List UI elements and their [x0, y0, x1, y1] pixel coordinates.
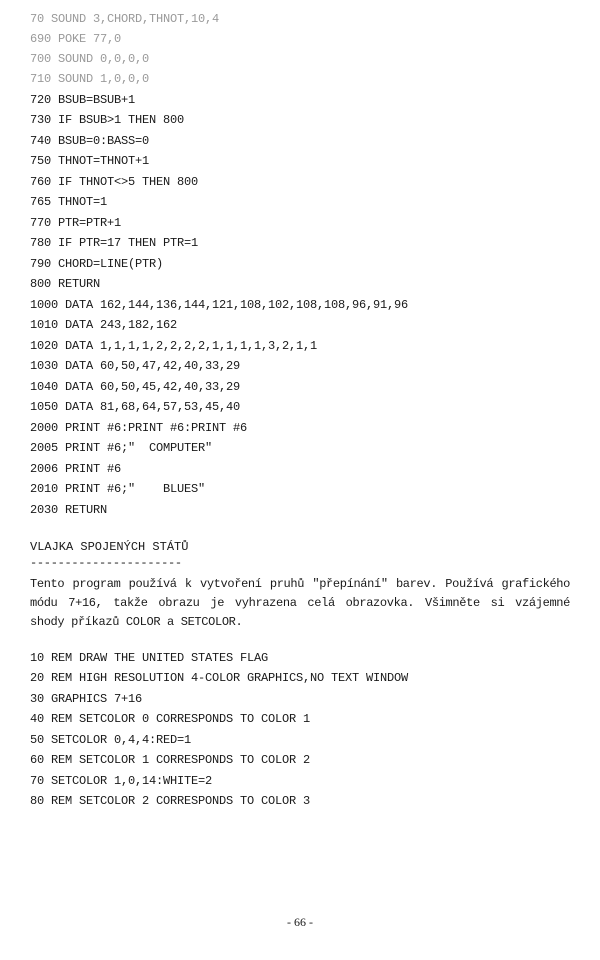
code-line: 760 IF THNOT<>5 THEN 800 — [30, 175, 199, 189]
code-line: 40 REM SETCOLOR 0 CORRESPONDS TO COLOR 1 — [30, 712, 311, 726]
code-line: 2030 RETURN — [30, 503, 108, 517]
code-line: 2005 PRINT #6;" COMPUTER" — [30, 441, 213, 455]
code-line: 1030 DATA 60,50,47,42,40,33,29 — [30, 359, 241, 373]
code-line: 720 BSUB=BSUB+1 — [30, 93, 136, 107]
code-line: 780 IF PTR=17 THEN PTR=1 — [30, 236, 199, 250]
code-line: 1050 DATA 81,68,64,57,53,45,40 — [30, 400, 241, 414]
code-line: 750 THNOT=THNOT+1 — [30, 154, 150, 168]
code-line: 1000 DATA 162,144,136,144,121,108,102,108,108,96,91,96 — [30, 298, 409, 312]
section-heading: VLAJKA SPOJENÝCH STÁTŮ — [30, 540, 189, 554]
code-line: 50 SETCOLOR 0,4,4:RED=1 — [30, 733, 192, 747]
code-line: 2010 PRINT #6;" BLUES" — [30, 482, 206, 496]
code-line: 70 SETCOLOR 1,0,14:WHITE=2 — [30, 774, 213, 788]
code-line: 2000 PRINT #6:PRINT #6:PRINT #6 — [30, 421, 248, 435]
code-line: 710 SOUND 1,0,0,0 — [30, 72, 150, 86]
code-line: 20 REM HIGH RESOLUTION 4-COLOR GRAPHICS,NO TEXT WINDOW — [30, 671, 409, 685]
code-line: 30 GRAPHICS 7+16 — [30, 692, 143, 706]
code-line: 2006 PRINT #6 — [30, 462, 122, 476]
code-line: 800 RETURN — [30, 277, 101, 291]
code-line: 790 CHORD=LINE(PTR) — [30, 257, 164, 271]
heading-underline: ---------------------- — [30, 556, 182, 570]
code-line: 730 IF BSUB>1 THEN 800 — [30, 113, 185, 127]
code-line: 80 REM SETCOLOR 2 CORRESPONDS TO COLOR 3 — [30, 794, 311, 808]
code-line: 1010 DATA 243,182,162 — [30, 318, 178, 332]
code-line: 70 SOUND 3,CHORD,THNOT,10,4 — [30, 12, 220, 26]
code-line: 740 BSUB=0:BASS=0 — [30, 134, 150, 148]
code-line: 1020 DATA 1,1,1,1,2,2,2,2,1,1,1,1,3,2,1,1 — [30, 339, 318, 353]
code-line: 690 POKE 77,0 — [30, 32, 122, 46]
code-line: 700 SOUND 0,0,0,0 — [30, 52, 150, 66]
code-line: 770 PTR=PTR+1 — [30, 216, 122, 230]
code-line: 1040 DATA 60,50,45,42,40,33,29 — [30, 380, 241, 394]
code-line: 60 REM SETCOLOR 1 CORRESPONDS TO COLOR 2 — [30, 753, 311, 767]
page-number: - 66 - — [287, 915, 313, 929]
code-line: 765 THNOT=1 — [30, 195, 108, 209]
code-line: 10 REM DRAW THE UNITED STATES FLAG — [30, 651, 269, 665]
section-paragraph: Tento program používá k vytvoření pruhů "přepínání" barev. Používá grafického módu 7+16, takže obrazu je vyhrazena celá obrazovka. Všimněte si vzájemné shody příkazů COLOR a SETCOLOR. — [30, 577, 570, 629]
